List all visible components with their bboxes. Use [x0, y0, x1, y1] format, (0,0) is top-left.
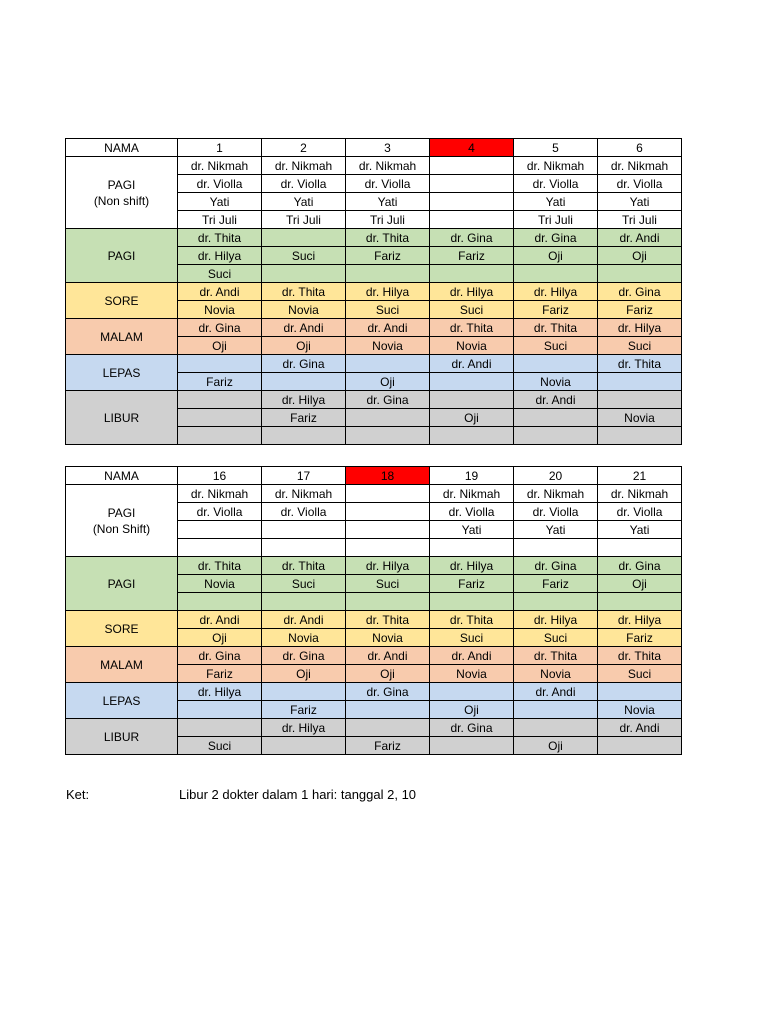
roster-cell: dr. Thita	[262, 557, 346, 575]
shift-label: SORE	[66, 611, 178, 647]
roster-row	[66, 611, 682, 629]
date-header: 19	[430, 467, 514, 485]
roster-cell: Fariz	[178, 373, 262, 391]
roster-cell: Fariz	[514, 575, 598, 593]
roster-cell: Oji	[514, 737, 598, 755]
roster-cell: Oji	[598, 575, 682, 593]
roster-cell: Suci	[178, 737, 262, 755]
roster-cell	[430, 157, 514, 175]
roster-cell	[430, 265, 514, 283]
roster-cell	[598, 391, 682, 409]
roster-cell	[514, 701, 598, 719]
roster-cell	[346, 485, 430, 503]
roster-row	[66, 557, 682, 575]
roster-cell: Oji	[430, 701, 514, 719]
roster-row	[66, 157, 682, 175]
roster-cell	[514, 355, 598, 373]
roster-cell: Yati	[598, 521, 682, 539]
header-row	[66, 139, 682, 157]
roster-cell: Oji	[178, 629, 262, 647]
roster-cell: Novia	[346, 337, 430, 355]
roster-cell	[430, 683, 514, 701]
roster-cell: Oji	[262, 337, 346, 355]
roster-cell: dr. Gina	[430, 229, 514, 247]
shift-label: PAGI (Non Shift)	[66, 485, 178, 557]
roster-cell	[430, 175, 514, 193]
roster-cell: dr. Violla	[346, 175, 430, 193]
date-header: 2	[262, 139, 346, 157]
roster-cell: Yati	[514, 193, 598, 211]
roster-cell: dr. Gina	[514, 557, 598, 575]
roster-cell: dr. Nikmah	[514, 157, 598, 175]
roster-cell: dr. Andi	[346, 319, 430, 337]
roster-cell: dr. Andi	[346, 647, 430, 665]
roster-row	[66, 319, 682, 337]
roster-cell: dr. Nikmah	[178, 485, 262, 503]
date-header: 21	[598, 467, 682, 485]
roster-cell	[178, 539, 262, 557]
roster-cell: Novia	[178, 301, 262, 319]
shift-label: PAGI	[66, 557, 178, 611]
roster-cell: dr. Hilya	[262, 719, 346, 737]
roster-cell	[262, 265, 346, 283]
roster-cell	[598, 265, 682, 283]
shift-label: LIBUR	[66, 719, 178, 755]
roster-cell	[514, 719, 598, 737]
roster-cell	[346, 503, 430, 521]
roster-cell	[430, 737, 514, 755]
roster-cell: Yati	[514, 521, 598, 539]
roster-cell: Suci	[262, 247, 346, 265]
roster-cell: Novia	[430, 337, 514, 355]
shift-label: MALAM	[66, 319, 178, 355]
roster-row	[66, 229, 682, 247]
roster-cell: dr. Andi	[430, 355, 514, 373]
roster-cell	[178, 391, 262, 409]
roster-cell: Novia	[598, 701, 682, 719]
roster-cell: Tri Juli	[598, 211, 682, 229]
header-row	[66, 467, 682, 485]
roster-cell	[262, 521, 346, 539]
roster-cell	[346, 701, 430, 719]
roster-cell: dr. Gina	[346, 683, 430, 701]
roster-cell: dr. Violla	[598, 175, 682, 193]
roster-cell: dr. Violla	[262, 503, 346, 521]
shift-label: PAGI	[66, 229, 178, 283]
roster-cell: dr. Hilya	[346, 557, 430, 575]
roster-cell	[178, 521, 262, 539]
roster-cell	[430, 211, 514, 229]
roster-cell	[598, 373, 682, 391]
roster-cell: dr. Nikmah	[514, 485, 598, 503]
roster-cell: Novia	[262, 301, 346, 319]
roster-cell: dr. Thita	[178, 229, 262, 247]
roster-cell: dr. Hilya	[430, 283, 514, 301]
roster-cell: dr. Violla	[514, 503, 598, 521]
roster-cell	[346, 427, 430, 445]
roster-cell	[262, 427, 346, 445]
roster-cell: Novia	[598, 409, 682, 427]
roster-cell	[178, 719, 262, 737]
date-header: 18	[346, 467, 430, 485]
shift-label: LEPAS	[66, 683, 178, 719]
roster-cell	[514, 539, 598, 557]
roster-cell: dr. Andi	[178, 611, 262, 629]
roster-cell	[430, 373, 514, 391]
roster-cell: Suci	[598, 337, 682, 355]
roster-cell	[430, 427, 514, 445]
roster-cell: Fariz	[262, 409, 346, 427]
roster-cell: Yati	[430, 521, 514, 539]
roster-cell: Oji	[346, 665, 430, 683]
roster-cell: dr. Andi	[514, 391, 598, 409]
roster-row	[66, 683, 682, 701]
roster-cell: Suci	[598, 665, 682, 683]
roster-cell	[262, 737, 346, 755]
roster-cell: Tri Juli	[178, 211, 262, 229]
roster-cell: dr. Nikmah	[598, 485, 682, 503]
roster-cell: Suci	[346, 575, 430, 593]
roster-row	[66, 719, 682, 737]
roster-cell: dr. Thita	[346, 229, 430, 247]
roster-cell	[598, 593, 682, 611]
roster-cell: Fariz	[598, 629, 682, 647]
roster-cell: Suci	[430, 629, 514, 647]
date-header: 6	[598, 139, 682, 157]
roster-cell: Fariz	[430, 575, 514, 593]
roster-cell: dr. Hilya	[514, 611, 598, 629]
roster-cell: dr. Gina	[178, 319, 262, 337]
roster-cell	[514, 409, 598, 427]
roster-cell	[598, 683, 682, 701]
note-label: Ket:	[66, 787, 90, 802]
roster-cell: Suci	[262, 575, 346, 593]
roster-cell: Oji	[598, 247, 682, 265]
roster-cell: Oji	[514, 247, 598, 265]
roster-cell	[178, 593, 262, 611]
roster-cell: dr. Violla	[514, 175, 598, 193]
roster-cell: dr. Gina	[178, 647, 262, 665]
shift-label: PAGI (Non shift)	[66, 157, 178, 229]
roster-cell: dr. Violla	[430, 503, 514, 521]
roster-cell: dr. Thita	[430, 319, 514, 337]
roster-cell: Suci	[514, 337, 598, 355]
roster-cell: Novia	[178, 575, 262, 593]
roster-cell: dr. Thita	[262, 283, 346, 301]
roster-cell	[514, 593, 598, 611]
roster-cell: Fariz	[346, 247, 430, 265]
roster-cell: dr. Thita	[514, 647, 598, 665]
roster-cell: Oji	[262, 665, 346, 683]
roster-cell: dr. Hilya	[598, 319, 682, 337]
roster-cell: dr. Thita	[430, 611, 514, 629]
roster-cell	[178, 355, 262, 373]
roster-cell: Tri Juli	[514, 211, 598, 229]
roster-cell: dr. Gina	[430, 719, 514, 737]
roster-cell: dr. Andi	[262, 319, 346, 337]
date-header: 5	[514, 139, 598, 157]
roster-cell	[262, 539, 346, 557]
roster-cell	[598, 427, 682, 445]
roster-cell: Fariz	[178, 665, 262, 683]
roster-cell: dr. Hilya	[430, 557, 514, 575]
roster-row	[66, 355, 682, 373]
roster-table-2	[65, 466, 682, 755]
roster-cell: dr. Hilya	[178, 683, 262, 701]
roster-cell: dr. Hilya	[598, 611, 682, 629]
roster-cell: dr. Andi	[598, 229, 682, 247]
roster-cell: dr. Nikmah	[430, 485, 514, 503]
roster-cell: Novia	[514, 665, 598, 683]
roster-cell: Yati	[346, 193, 430, 211]
roster-cell: dr. Nikmah	[262, 157, 346, 175]
roster-cell: Oji	[430, 409, 514, 427]
roster-cell: dr. Andi	[178, 283, 262, 301]
roster-cell: dr. Thita	[514, 319, 598, 337]
roster-cell: dr. Andi	[430, 647, 514, 665]
roster-cell: Suci	[430, 301, 514, 319]
roster-cell: dr. Nikmah	[262, 485, 346, 503]
roster-cell	[346, 593, 430, 611]
roster-cell: Oji	[178, 337, 262, 355]
roster-cell: Fariz	[598, 301, 682, 319]
roster-cell	[346, 521, 430, 539]
date-header: 1	[178, 139, 262, 157]
roster-cell: dr. Gina	[346, 391, 430, 409]
roster-cell: dr. Andi	[262, 611, 346, 629]
date-header: 20	[514, 467, 598, 485]
roster-cell: dr. Hilya	[346, 283, 430, 301]
roster-cell	[346, 539, 430, 557]
roster-cell: Fariz	[430, 247, 514, 265]
roster-cell: dr. Thita	[178, 557, 262, 575]
roster-cell: Fariz	[514, 301, 598, 319]
roster-cell	[178, 427, 262, 445]
roster-cell: Tri Juli	[346, 211, 430, 229]
date-header: 17	[262, 467, 346, 485]
header-nama: NAMA	[66, 139, 178, 157]
roster-cell	[598, 737, 682, 755]
roster-cell	[346, 355, 430, 373]
roster-cell: dr. Gina	[598, 283, 682, 301]
shift-label: MALAM	[66, 647, 178, 683]
roster-cell: dr. Nikmah	[178, 157, 262, 175]
date-header: 3	[346, 139, 430, 157]
roster-cell: dr. Thita	[598, 355, 682, 373]
roster-cell: dr. Gina	[598, 557, 682, 575]
roster-cell: dr. Violla	[598, 503, 682, 521]
roster-cell	[430, 593, 514, 611]
roster-cell: Oji	[346, 373, 430, 391]
roster-cell	[262, 593, 346, 611]
roster-cell: dr. Violla	[178, 175, 262, 193]
roster-row	[66, 391, 682, 409]
date-header: 4	[430, 139, 514, 157]
roster-cell: Tri Juli	[262, 211, 346, 229]
roster-cell: Yati	[262, 193, 346, 211]
roster-row	[66, 283, 682, 301]
roster-cell: dr. Hilya	[262, 391, 346, 409]
shift-label: SORE	[66, 283, 178, 319]
roster-row	[66, 647, 682, 665]
roster-cell: Suci	[346, 301, 430, 319]
roster-cell: dr. Hilya	[178, 247, 262, 265]
roster-cell: dr. Nikmah	[598, 157, 682, 175]
roster-cell	[430, 391, 514, 409]
roster-cell	[598, 539, 682, 557]
roster-cell	[514, 265, 598, 283]
roster-cell: dr. Hilya	[514, 283, 598, 301]
roster-cell: dr. Gina	[262, 355, 346, 373]
roster-cell: Novia	[514, 373, 598, 391]
roster-cell	[346, 719, 430, 737]
roster-cell	[178, 409, 262, 427]
roster-cell: Suci	[514, 629, 598, 647]
roster-cell: Fariz	[346, 737, 430, 755]
roster-cell: dr. Gina	[514, 229, 598, 247]
roster-cell	[346, 265, 430, 283]
roster-cell: dr. Andi	[514, 683, 598, 701]
roster-cell: dr. Gina	[262, 647, 346, 665]
roster-cell: dr. Thita	[598, 647, 682, 665]
roster-cell	[262, 683, 346, 701]
roster-cell: Novia	[262, 629, 346, 647]
note-text: Libur 2 dokter dalam 1 hari: tanggal 2, 10	[179, 787, 417, 802]
roster-cell: Novia	[430, 665, 514, 683]
roster-cell: dr. Thita	[346, 611, 430, 629]
roster-cell	[346, 409, 430, 427]
roster-cell	[514, 427, 598, 445]
roster-cell	[262, 229, 346, 247]
shift-label: LEPAS	[66, 355, 178, 391]
roster-cell	[178, 701, 262, 719]
roster-cell: Suci	[178, 265, 262, 283]
roster-cell	[430, 193, 514, 211]
roster-cell: dr. Violla	[262, 175, 346, 193]
roster-cell: Yati	[598, 193, 682, 211]
roster-cell: dr. Nikmah	[346, 157, 430, 175]
roster-table-1	[65, 138, 682, 445]
roster-row	[66, 485, 682, 503]
roster-cell	[262, 373, 346, 391]
roster-cell	[430, 539, 514, 557]
roster-cell: dr. Andi	[598, 719, 682, 737]
date-header: 16	[178, 467, 262, 485]
roster-cell: Fariz	[262, 701, 346, 719]
roster-cell: Novia	[346, 629, 430, 647]
header-nama: NAMA	[66, 467, 178, 485]
roster-cell: dr. Violla	[178, 503, 262, 521]
shift-label: LIBUR	[66, 391, 178, 445]
roster-cell: Yati	[178, 193, 262, 211]
